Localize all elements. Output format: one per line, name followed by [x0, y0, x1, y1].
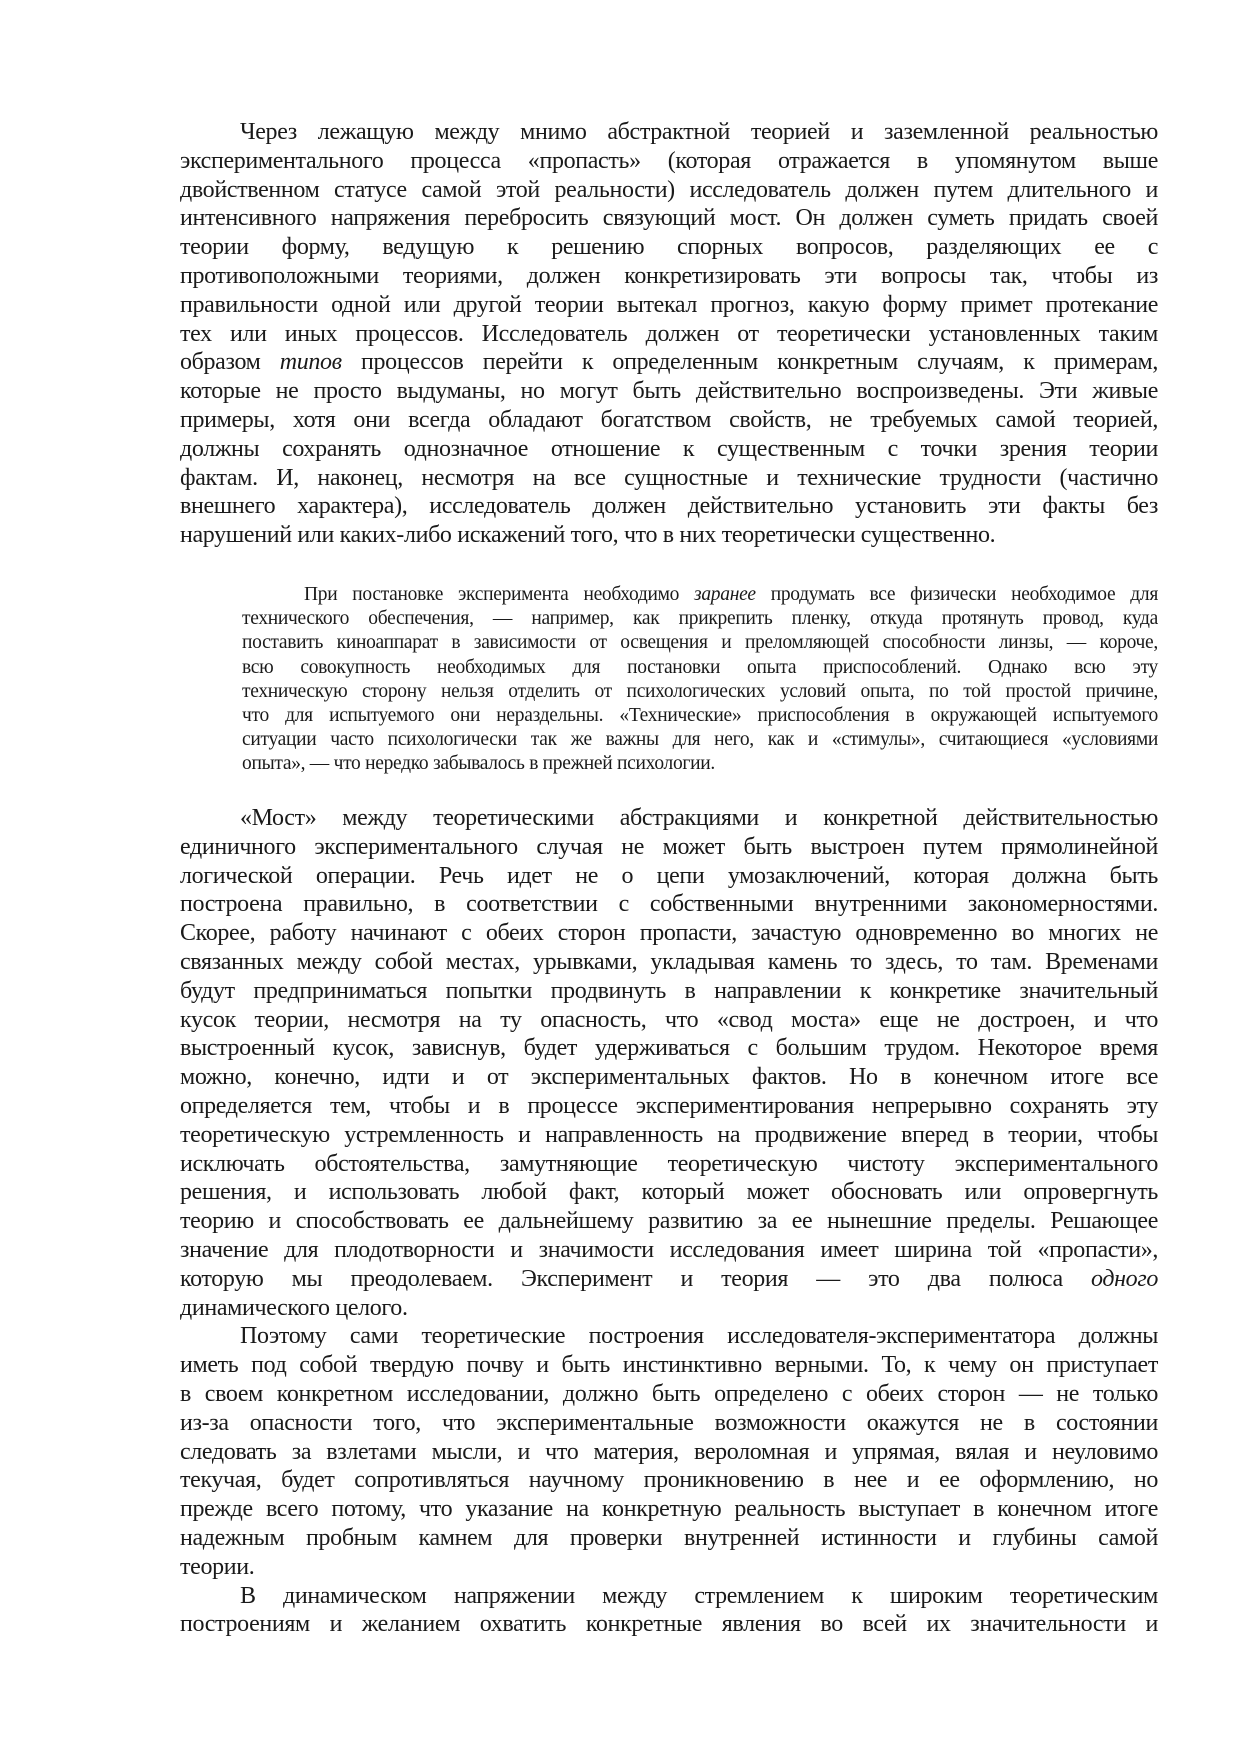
- text-line: выстроенный кусок, зависнув, будет удерживаться с большим трудом. Некоторое время: [180, 1035, 1158, 1062]
- text-line: теории форму, ведущую к решению спорных вопросов, разделяющих ее с: [180, 234, 1158, 261]
- text-line: поставить киноаппарат в зависимости от освещения и преломляющей способности линзы, — короче,: [242, 632, 1158, 654]
- paragraph-2: [180, 804, 1158, 1322]
- text-line: прежде всего потому, что указание на конкретную реальность выступает в конечном итоге: [180, 1496, 1158, 1523]
- text-segment: При постановке эксперимента необходимо: [304, 584, 695, 605]
- text-line: логической операции. Речь идет не о цепи умозаключений, которая должна быть: [180, 862, 1158, 889]
- text-line: теории.: [180, 1553, 255, 1580]
- text-line: нарушений или каких-либо искажений того, что в них теоретически существенно.: [180, 522, 996, 549]
- text-line: [242, 583, 1158, 607]
- text-line: связанных между собой местах, урывками, укладывая камень то здесь, то там. Временами: [180, 948, 1158, 975]
- text-line: опыта», — что нередко забывалось в прежней психологии.: [242, 753, 715, 775]
- text-line: построениям и желанием охватить конкретные явления во всей их значительности и: [180, 1611, 1158, 1638]
- text-line: В динамическом напряжении между стремлением к широким теоретическим: [240, 1582, 1158, 1609]
- text-line: исключать обстоятельства, замутняющие теоретическую чистоту экспериментального: [180, 1150, 1158, 1177]
- text-segment: процессов перейти к определенным конкретным случаям, к примерам,: [341, 349, 1158, 376]
- paragraph-3: [180, 1322, 1158, 1581]
- text-line: должны сохранять однозначное отношение к существенным с точки зрения теории: [180, 435, 1158, 462]
- emphasis-text: одного: [1091, 1265, 1158, 1292]
- text-line: значение для плодотворности и значимости исследования имеет ширина той «пропасти»,: [180, 1236, 1158, 1263]
- text-line: в своем конкретном исследовании, должно быть определено с обеих сторон — не только: [180, 1380, 1158, 1407]
- emphasis-text: заранее: [694, 584, 756, 605]
- text-line: интенсивного напряжения перебросить связующий мост. Он должен суметь придать своей: [180, 205, 1158, 232]
- text-line: техническую сторону нельзя отделить от психологических условий опыта, по той простой причине,: [242, 680, 1158, 702]
- text-line: технического обеспечения, — например, как прикрепить пленку, откуда протянуть провод, куда: [242, 608, 1158, 630]
- text-segment: образом: [180, 349, 280, 376]
- text-line: единичного экспериментального случая не может быть выстроен путем прямолинейной: [180, 833, 1158, 860]
- text-line: [180, 348, 1158, 377]
- text-line: кусок теории, несмотря на ту опасность, что «свод моста» еще не достроен, и что: [180, 1006, 1158, 1033]
- text-segment: продумать все физически необходимое для: [755, 584, 1158, 605]
- paragraph-4: [180, 1582, 1158, 1640]
- text-line: будут предприниматься попытки продвинуть в направлении к конкретике значительный: [180, 977, 1158, 1004]
- text-line: тех или иных процессов. Исследователь должен от теоретически установленных таким: [180, 320, 1158, 347]
- text-line: иметь под собой твердую почву и быть инстинктивно верными. То, к чему он приступает: [180, 1352, 1158, 1379]
- text-line: что для испытуемого они нераздельны. «Технические» приспособления в окружающей испытуемого: [242, 705, 1158, 727]
- block-quote: [242, 583, 1158, 777]
- text-line: определяется тем, чтобы и в процессе экспериментирования непрерывно сохранять эту: [180, 1092, 1158, 1119]
- text-line: Поэтому сами теоретические построения исследователя-экспериментатора должны: [240, 1323, 1158, 1350]
- text-line: экспериментального процесса «пропасть» (которая отражается в упомянутом выше: [180, 147, 1158, 174]
- paragraph-1: [180, 118, 1158, 550]
- text-segment: которую мы преодолеваем. Эксперимент и теория — это два полюса: [180, 1265, 1091, 1292]
- text-line: двойственном статусе самой этой реальности) исследователь должен путем длительного и: [180, 176, 1158, 203]
- text-line: Через лежащую между мнимо абстрактной теорией и заземленной реальностью: [240, 119, 1158, 145]
- emphasis-text: типов: [279, 349, 342, 376]
- text-line: противоположными теориями, должен конкретизировать эти вопросы так, чтобы из: [180, 262, 1158, 289]
- text-line: всю совокупность необходимых для постановки опыта приспособлений. Однако всю эту: [242, 656, 1158, 678]
- text-line: теоретическую устремленность и направленность на продвижение вперед в теории, чтобы: [180, 1121, 1158, 1148]
- text-line: текучая, будет сопротивляться научному проникновению в нее и ее оформлению, но: [180, 1467, 1158, 1494]
- text-line: которые не просто выдуманы, но могут быть действительно воспроизведены. Эти живые: [180, 378, 1158, 405]
- text-line: теорию и способствовать ее дальнейшему развитию за ее нынешние пределы. Решающее: [180, 1208, 1158, 1235]
- text-line: решения, и использовать любой факт, который может обосновать или опровергнуть: [180, 1179, 1158, 1206]
- text-line: [180, 1265, 1158, 1294]
- text-line: фактам. И, наконец, несмотря на все сущностные и технические трудности (частично: [180, 464, 1158, 491]
- text-line: следовать за взлетами мысли, и что материя, вероломная и упрямая, вялая и неуловимо: [180, 1438, 1158, 1465]
- text-line: примеры, хотя они всегда обладают богатством свойств, не требуемых самой теорией,: [180, 406, 1158, 433]
- text-line: «Мост» между теоретическими абстракциями и конкретной действительностью: [240, 805, 1158, 831]
- text-line: ситуации часто психологически так же важны для него, как и «стимулы», считающиеся «условиями: [242, 729, 1158, 751]
- text-line: построена правильно, в соответствии с собственными внутренними закономерностями.: [180, 891, 1158, 918]
- text-line: динамического целого.: [180, 1294, 408, 1321]
- text-line: из-за опасности того, что экспериментальные возможности окажутся не в состоянии: [180, 1409, 1158, 1436]
- text-line: правильности одной или другой теории вытекал прогноз, какую форму примет протекание: [180, 291, 1158, 318]
- text-line: можно, конечно, идти и от экспериментальных фактов. Но в конечном итоге все: [180, 1064, 1158, 1091]
- text-line: надежным пробным камнем для проверки внутренней истинности и глубины самой: [180, 1524, 1158, 1551]
- text-line: Скорее, работу начинают с обеих сторон пропасти, зачастую одновременно во многих не: [180, 920, 1158, 947]
- text-line: внешнего характера), исследователь должен действительно установить эти факты без: [180, 493, 1158, 520]
